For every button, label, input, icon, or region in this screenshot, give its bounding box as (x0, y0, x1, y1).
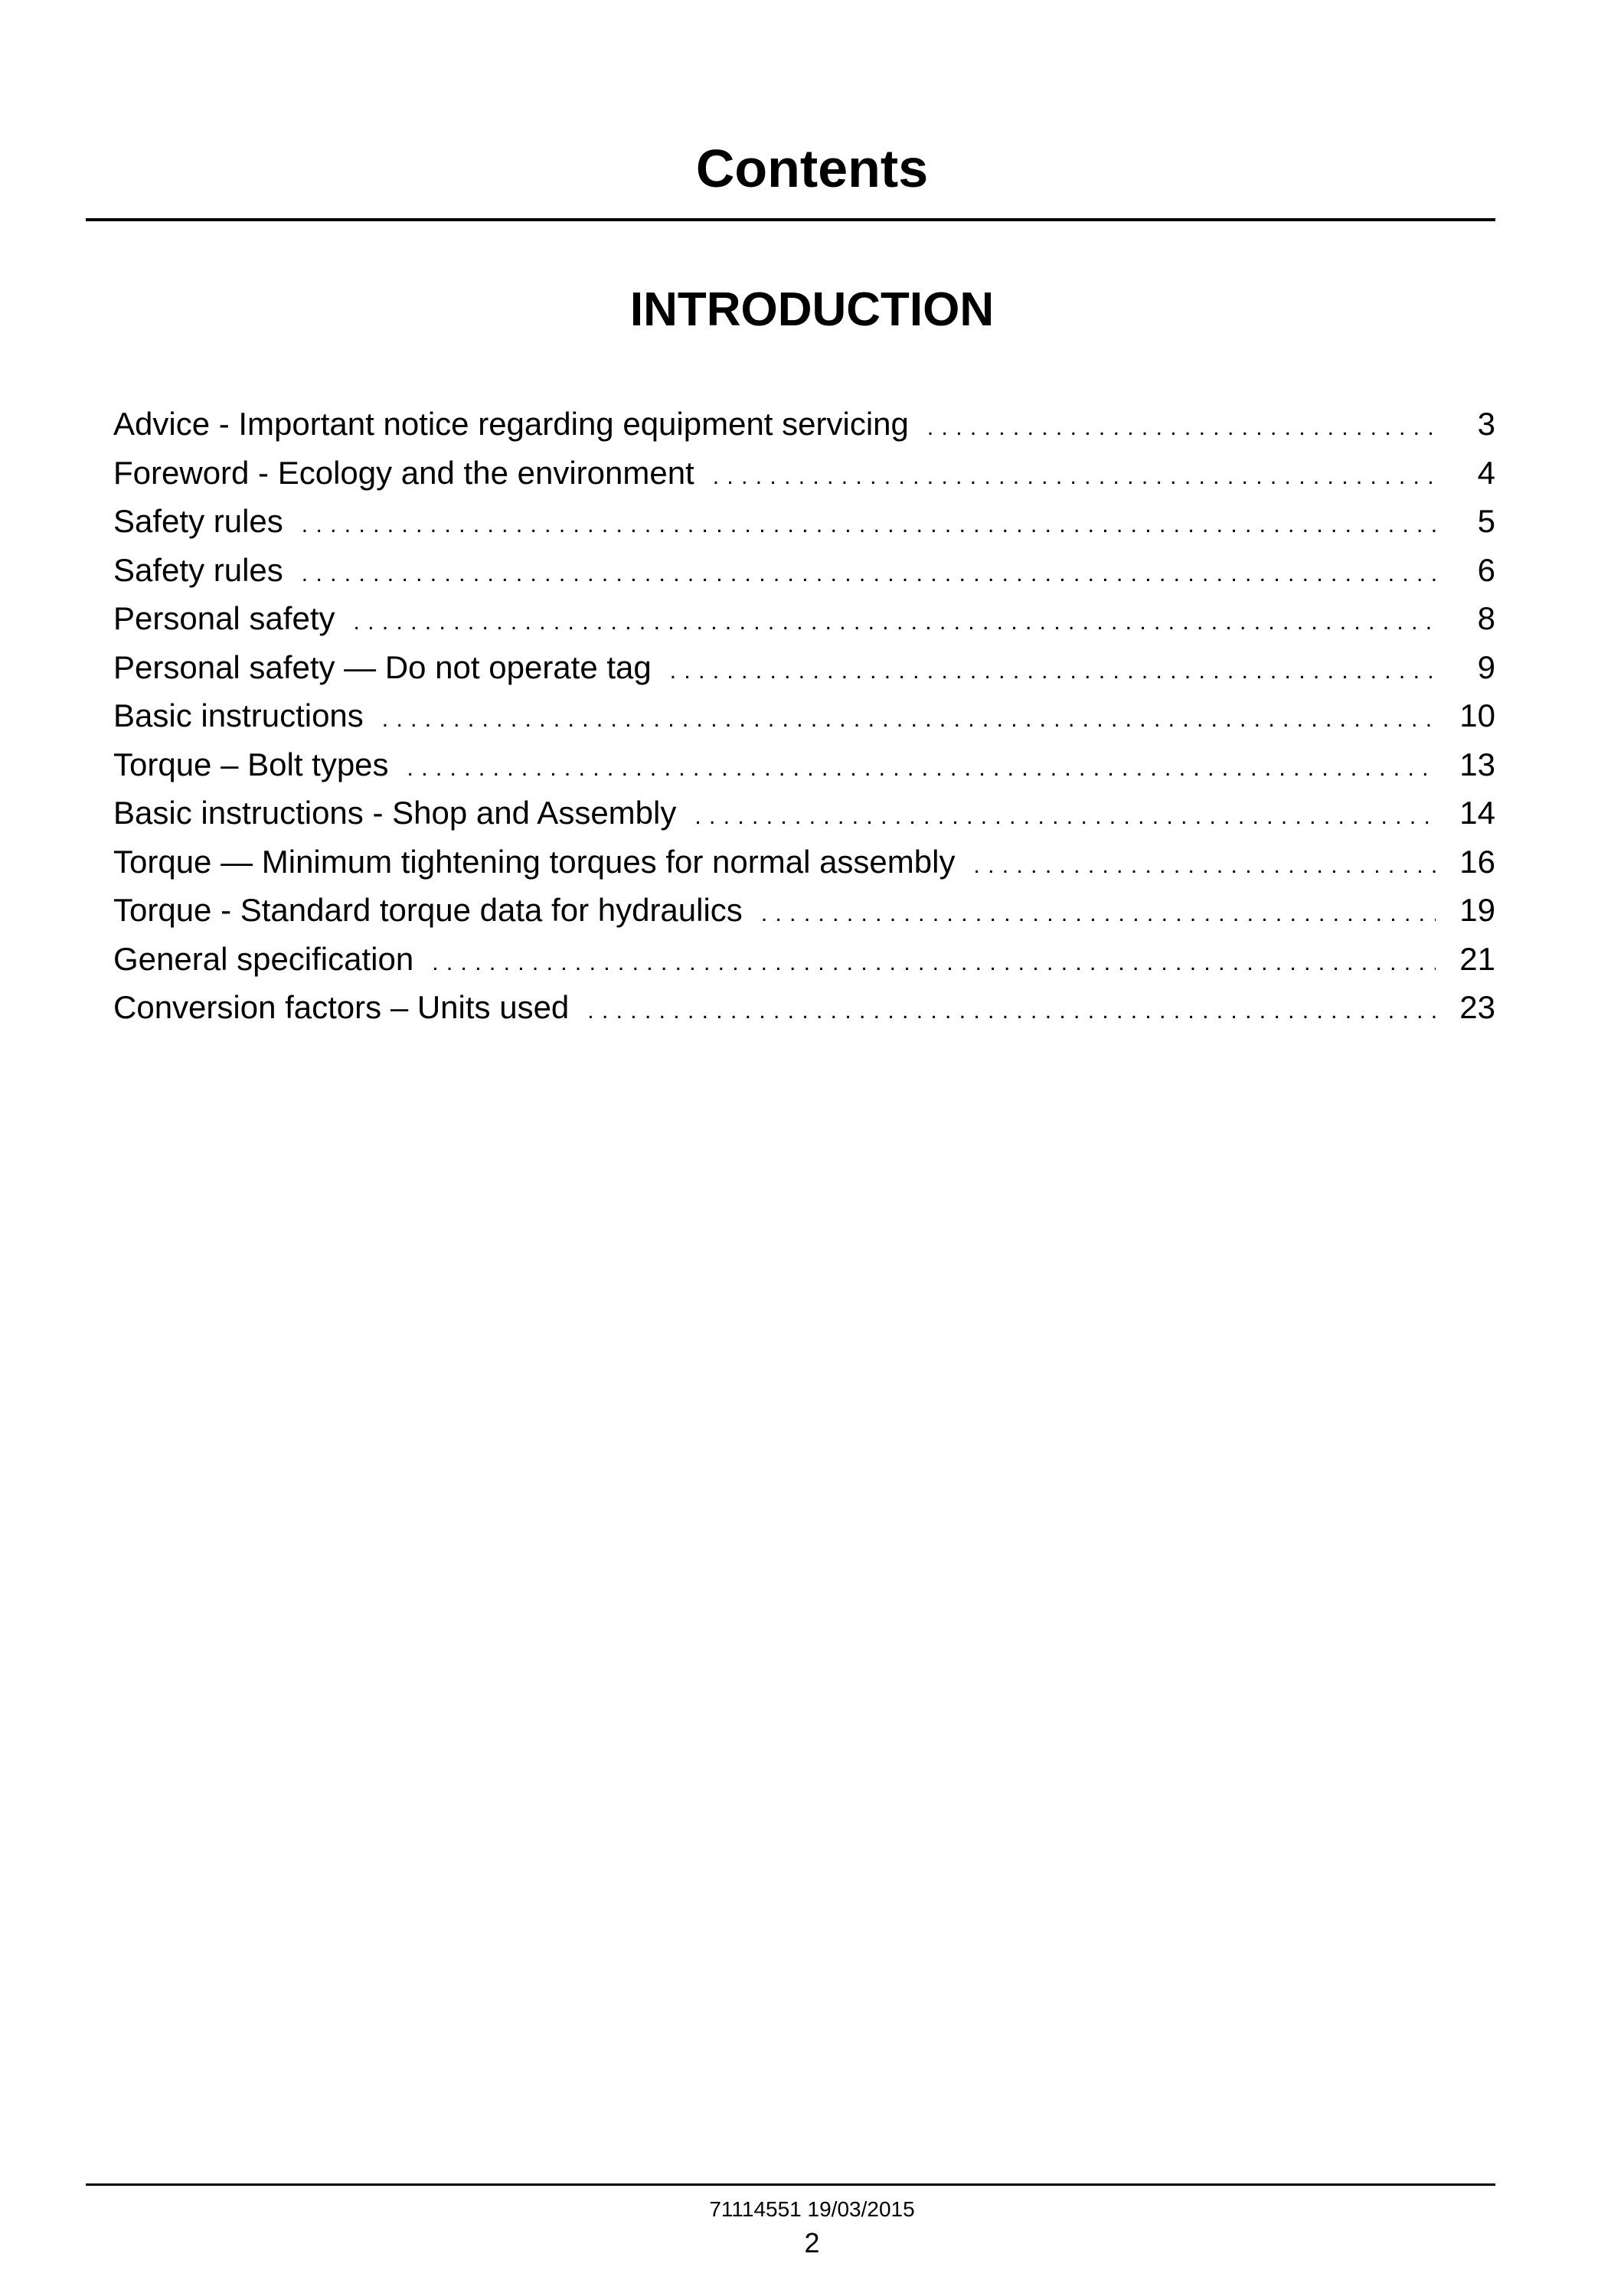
toc-leader-dots (713, 449, 1436, 501)
toc-entry-page: 6 (1477, 551, 1495, 588)
footer-page-number: 2 (804, 2227, 820, 2258)
section-title: INTRODUCTION (629, 283, 995, 336)
toc-leader-dots (761, 886, 1436, 939)
toc-leader-dots (432, 935, 1436, 988)
toc-entry[interactable] (113, 643, 1495, 692)
toc-leader-dots (927, 400, 1436, 452)
toc-entry[interactable] (113, 400, 1495, 449)
toc-entry-page: 3 (1477, 406, 1495, 442)
toc-entry[interactable] (113, 838, 1495, 887)
toc-leader-dots (407, 740, 1436, 793)
toc-entry-title: Conversion factors – Units used (113, 989, 570, 1025)
toc-entry-title: General specification (113, 940, 414, 977)
toc-entry-title: Torque – Bolt types (113, 746, 389, 782)
toc-entry[interactable] (113, 740, 1495, 789)
toc-entry[interactable] (113, 594, 1495, 643)
footer-divider (86, 2183, 1495, 2186)
toc-entry-page: 5 (1477, 503, 1495, 539)
footer-document-info: 71114551 19/03/2015 (709, 2197, 915, 2221)
toc-entry[interactable] (113, 789, 1495, 838)
toc-entry-title: Torque - Standard torque data for hydraulics (113, 892, 743, 928)
toc-entry-page: 4 (1477, 454, 1495, 491)
toc-entry-title: Safety rules (113, 503, 283, 539)
toc-leader-dots (382, 691, 1436, 744)
page-title: Contents (695, 139, 929, 198)
toc-entry[interactable] (113, 983, 1495, 1032)
toc-entry-title: Basic instructions (113, 697, 364, 733)
toc-entry[interactable] (113, 886, 1495, 935)
toc-entry-page: 14 (1459, 795, 1495, 831)
toc-entry[interactable] (113, 449, 1495, 498)
toc-leader-dots (694, 789, 1436, 841)
toc-entry-page: 16 (1459, 843, 1495, 880)
toc-entry[interactable] (113, 935, 1495, 984)
toc-entry-title: Basic instructions - Shop and Assembly (113, 795, 677, 831)
toc-entry[interactable] (113, 497, 1495, 546)
toc-entry-title: Safety rules (113, 551, 283, 588)
toc-leader-dots (670, 643, 1436, 696)
toc-entry[interactable] (113, 691, 1495, 740)
toc-entry-title: Personal safety (113, 600, 335, 636)
toc-entry-title: Personal safety — Do not operate tag (113, 648, 652, 685)
toc-entry-page: 10 (1459, 697, 1495, 733)
toc-leader-dots (973, 838, 1436, 890)
toc-leader-dots (587, 983, 1436, 1036)
toc-entry-title: Torque — Minimum tightening torques for normal assembly (113, 843, 956, 880)
table-of-contents (113, 400, 1495, 1032)
toc-leader-dots (354, 594, 1436, 647)
toc-entry-page: 13 (1459, 746, 1495, 782)
toc-leader-dots (302, 546, 1436, 599)
toc-entry-title: Advice - Important notice regarding equipment servicing (113, 406, 909, 442)
toc-entry-title: Foreword - Ecology and the environment (113, 454, 694, 491)
toc-entry-page: 19 (1459, 892, 1495, 928)
toc-entry[interactable] (113, 546, 1495, 595)
toc-entry-page: 21 (1459, 940, 1495, 977)
toc-leader-dots (302, 497, 1436, 550)
toc-entry-page: 8 (1477, 600, 1495, 636)
toc-entry-page: 9 (1477, 648, 1495, 685)
header-divider (86, 218, 1495, 221)
toc-entry-page: 23 (1459, 989, 1495, 1025)
